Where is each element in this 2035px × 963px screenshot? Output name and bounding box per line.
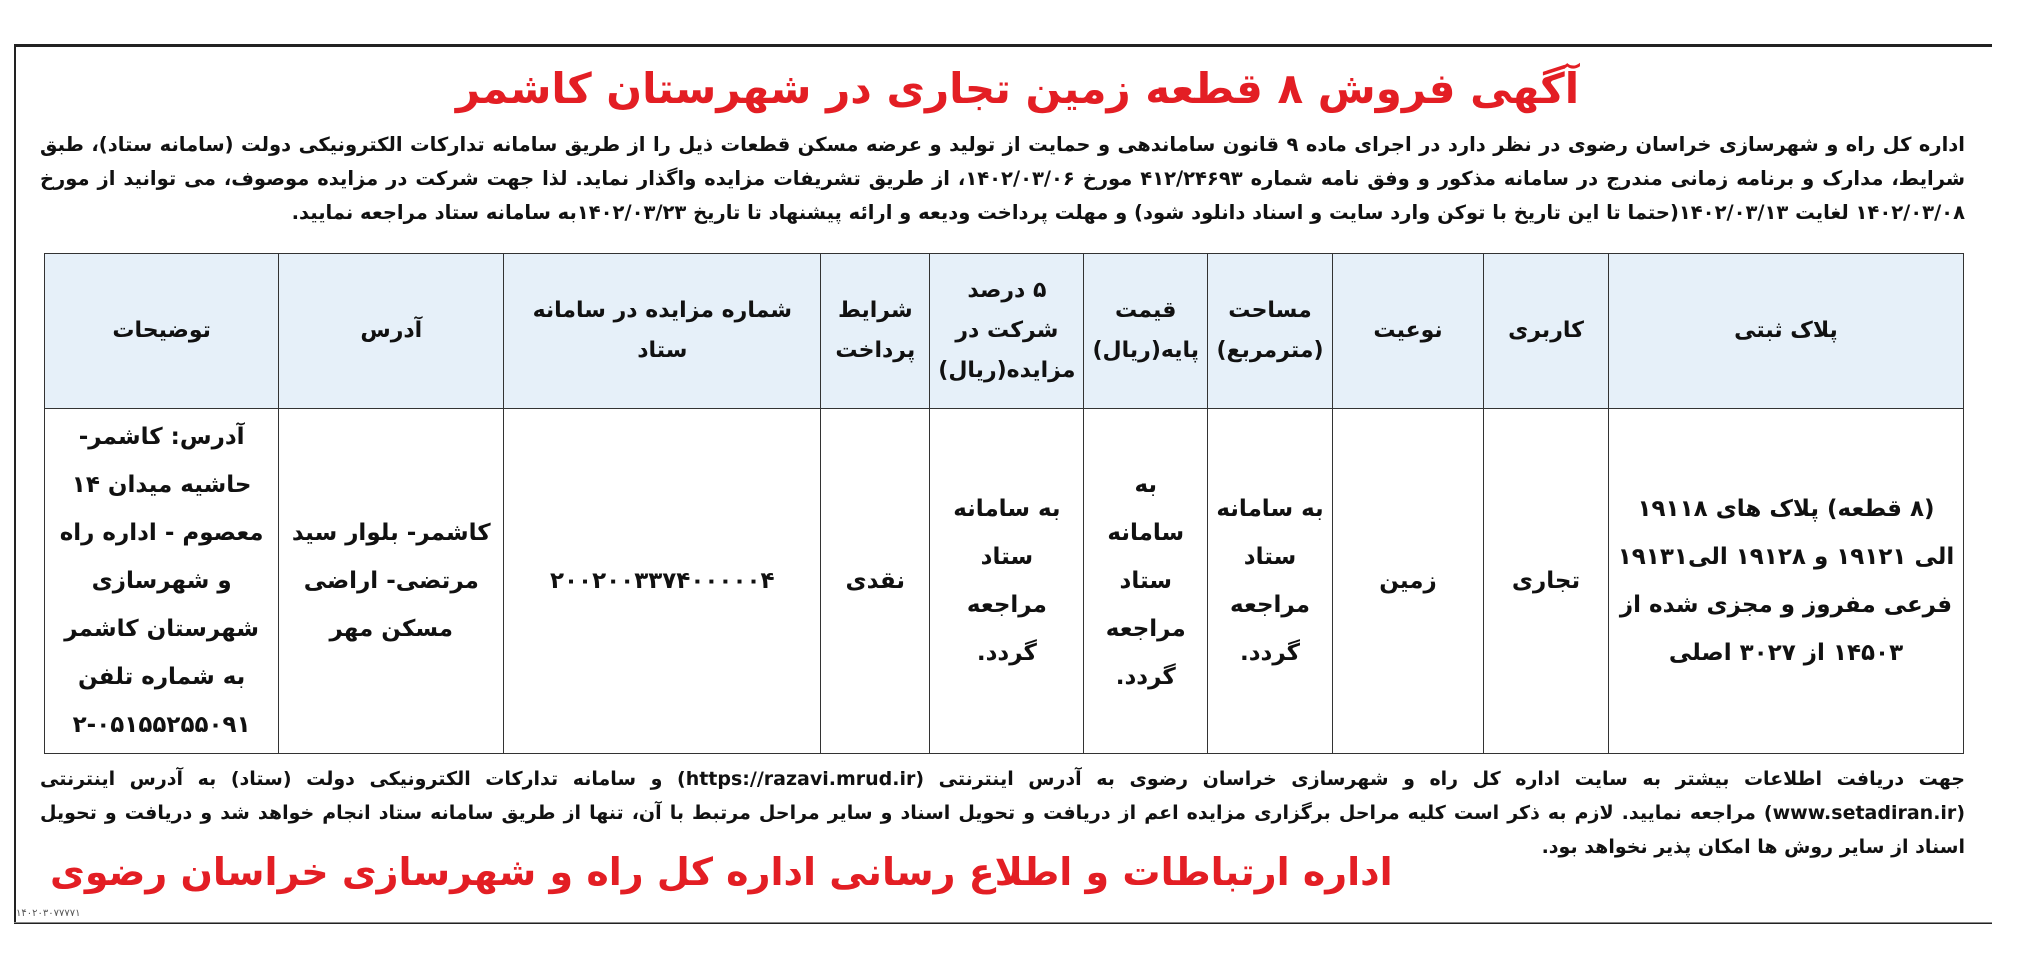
cell-area: به سامانه ستاد مراجعه گردد. [1208,409,1333,754]
header-notes: توضیحات [45,254,279,409]
auction-table [44,253,1964,754]
header-price: قیمت پایه(ریال) [1084,254,1208,409]
header-payment: شرایط پرداخت [821,254,930,409]
cell-plate: (۸ قطعه) پلاک های ۱۹۱۱۸ الی ۱۹۱۲۱ و ۱۹۱۲۸ الی۱۹۱۳۱ فرعی مفروز و مجزی شده از ۱۴۵۰۳ از ۳۰۲۷ اصلی [1609,409,1964,754]
publication-code: ۱۴۰۲۰۳۰۷۷۷۷۱ [16,908,81,919]
signature-line: اداره ارتباطات و اطلاع رسانی اداره کل راه و شهرسازی خراسان رضوی [50,850,1393,894]
header-auction-number: شماره مزایده در سامانه ستاد [504,254,821,409]
cell-notes: آدرس: کاشمر-حاشیه میدان ۱۴ معصوم - اداره راه و شهرسازی شهرستان کاشمر به شماره تلفن ۰۵۱۵۵۲۵۵۰۹۱-۲ [45,409,279,754]
header-usage: کاربری [1484,254,1609,409]
footer-paragraph: جهت دریافت اطلاعات بیشتر به سایت اداره کل راه و شهرسازی خراسان رضوی به آدرس اینترنتی (https://razavi.mrud.ir) و سامانه تدارکات الکترونیکی دولت (ستاد) به آدرس اینترنتی (www.setadiran.ir) مراجعه نمایید. لازم به ذکر است کلیه مراحل برگزاری مزایده اعم از دریافت و تحویل اسناد و سایر مراحل مرتبط با آن، تنها از طریق سامانه ستاد انجام خواهد شد و دریافت و تحویل اسناد از سایر روش ها امکان پذیر نخواهد بود. [40,768,1965,858]
cell-payment: نقدی [821,409,930,754]
table-row [45,409,1964,754]
header-address: آدرس [279,254,504,409]
cell-deposit: به سامانه ستاد مراجعه گردد. [930,409,1084,754]
header-plate: پلاک ثبتی [1609,254,1964,409]
header-area: مساحت (مترمربع) [1208,254,1333,409]
ad-title: آگهی فروش ۸ قطعه زمین تجاری در شهرستان کاشمر [455,64,1580,113]
bottom-divider [14,922,1992,923]
header-deposit: ۵ درصد شرکت در مزایده(ریال) [930,254,1084,409]
cell-auction-number: ۲۰۰۲۰۰۳۳۷۴۰۰۰۰۰۴ [504,409,821,754]
cell-price: به سامانه ستاد مراجعه گردد. [1084,409,1208,754]
cell-type: زمین [1333,409,1484,754]
intro-paragraph: اداره کل راه و شهرسازی خراسان رضوی در نظر دارد در اجرای ماده ۹ قانون ساماندهی و حمایت از تولید و عرضه مسکن قطعات ذیل را از طریق سامانه تدارکات الکترونیکی دولت (سامانه ستاد)، طبق شرایط، مدارک و برنامه زمانی مندرج در سامانه مذکور و وفق نامه شماره ۴۱۲/۲۴۶۹۳ مورخ ۱۴۰۲/۰۳/۰۶، از طریق تشریفات مزایده واگذار نماید. لذا جهت شرکت در مزایده موصوف، می توانید از مورخ ۱۴۰۲/۰۳/۰۸ لغایت ۱۴۰۲/۰۳/۱۳(حتما تا این تاریخ با توکن وارد سایت و اسناد دانلود شود) و مهلت پرداخت ودیعه و ارائه پیشنهاد تا تاریخ ۱۴۰۲/۰۳/۲۳به سامانه ستاد مراجعه نمایید. [40,133,1966,224]
header-type: نوعیت [1333,254,1484,409]
table-header-row [45,254,1964,409]
cell-usage: تجاری [1484,409,1609,754]
cell-address: کاشمر- بلوار سید مرتضی- اراضی مسکن مهر [279,409,504,754]
